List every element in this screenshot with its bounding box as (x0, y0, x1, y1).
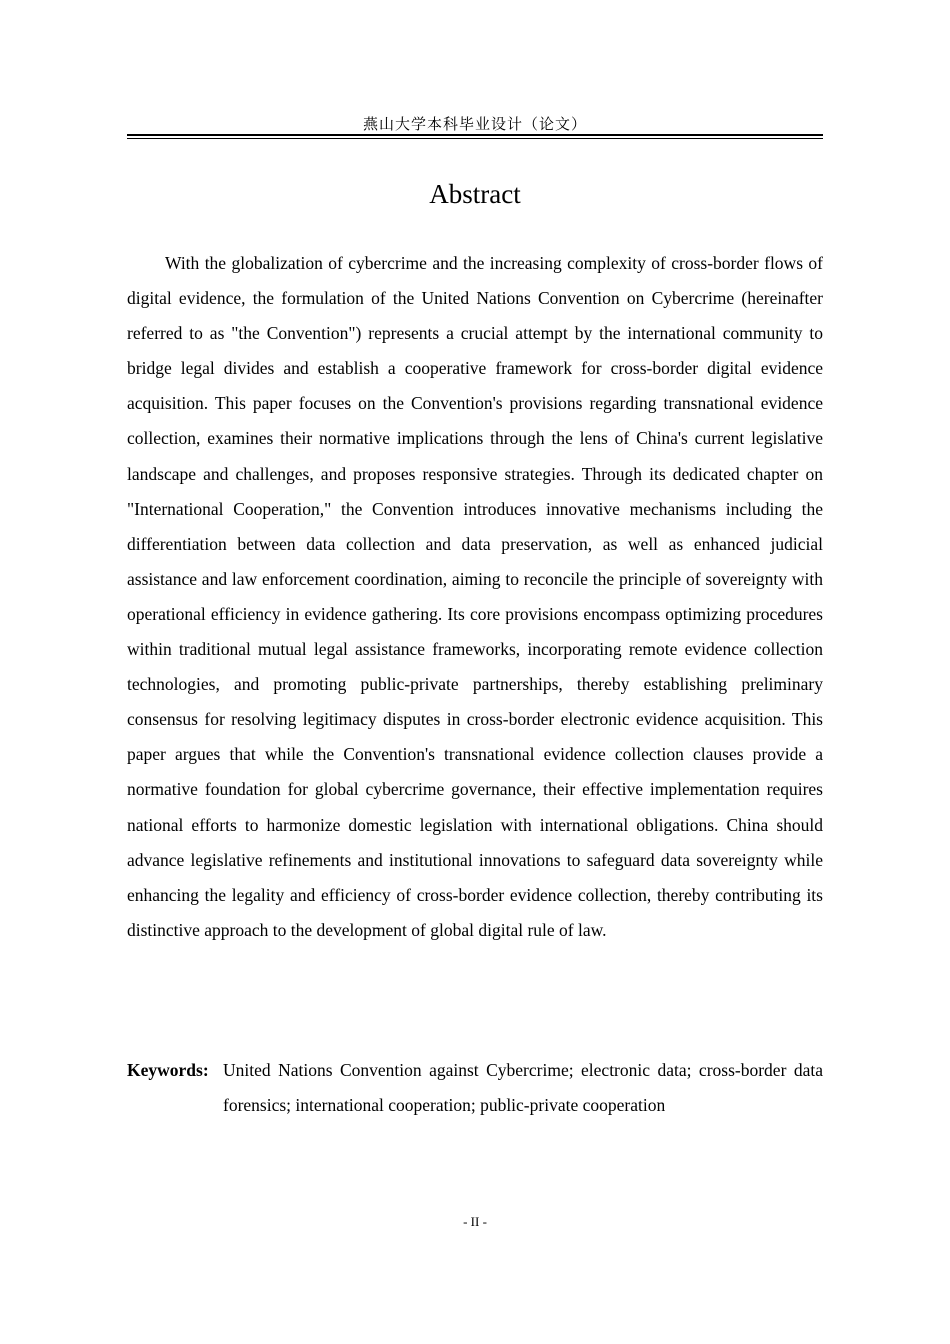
page-title: Abstract (429, 179, 521, 209)
page-number: - II - (463, 1214, 487, 1229)
header-rule-thin (127, 138, 823, 139)
keywords-text: United Nations Convention against Cybercrime; electronic data; cross-border data forensics; international cooperation; public-private cooperation (223, 1060, 823, 1115)
running-header: 燕山大学本科毕业设计（论文） (362, 115, 587, 133)
keywords-block (127, 1053, 823, 1123)
header-rule-thick (127, 134, 823, 136)
abstract-paragraph: With the globalization of cybercrime and the increasing complexity of cross-border flows of digital evidence, the formulation of the United Nations Convention on Cybercrime (hereinafter referred to as "the Convention") represents a crucial attempt by the international community to bridge legal divides and establish a cooperative framework for cross-border digital evidence acquisition. This paper focuses on the Convention's provisions regarding transnational evidence collection, examines their normative implications through the lens of China's current legislative landscape and challenges, and proposes responsive strategies. Through its dedicated chapter on "International Cooperation," the Convention introduces innovative mechanisms including the differentiation between data collection and data preservation, as well as enhanced judicial assistance and law enforcement coordination, aiming to reconcile the principle of sovereignty with operational efficiency in evidence gathering. Its core provisions encompass optimizing procedures within traditional mutual legal assistance frameworks, incorporating remote evidence collection technologies, and promoting public-private partnerships, thereby establishing preliminary consensus for resolving legitimacy disputes in cross-border electronic evidence acquisition. This paper argues that while the Convention's transnational evidence collection clauses provide a normative foundation for global cybercrime governance, their effective implementation requires national efforts to harmonize domestic legislation with international obligations. China should advance legislative refinements and institutional innovations to safeguard data sovereignty while enhancing the legality and efficiency of cross-border evidence collection, thereby contributing its distinctive approach to the development of global digital rule of law. (127, 253, 823, 940)
keywords-label: Keywords: (127, 1060, 209, 1080)
